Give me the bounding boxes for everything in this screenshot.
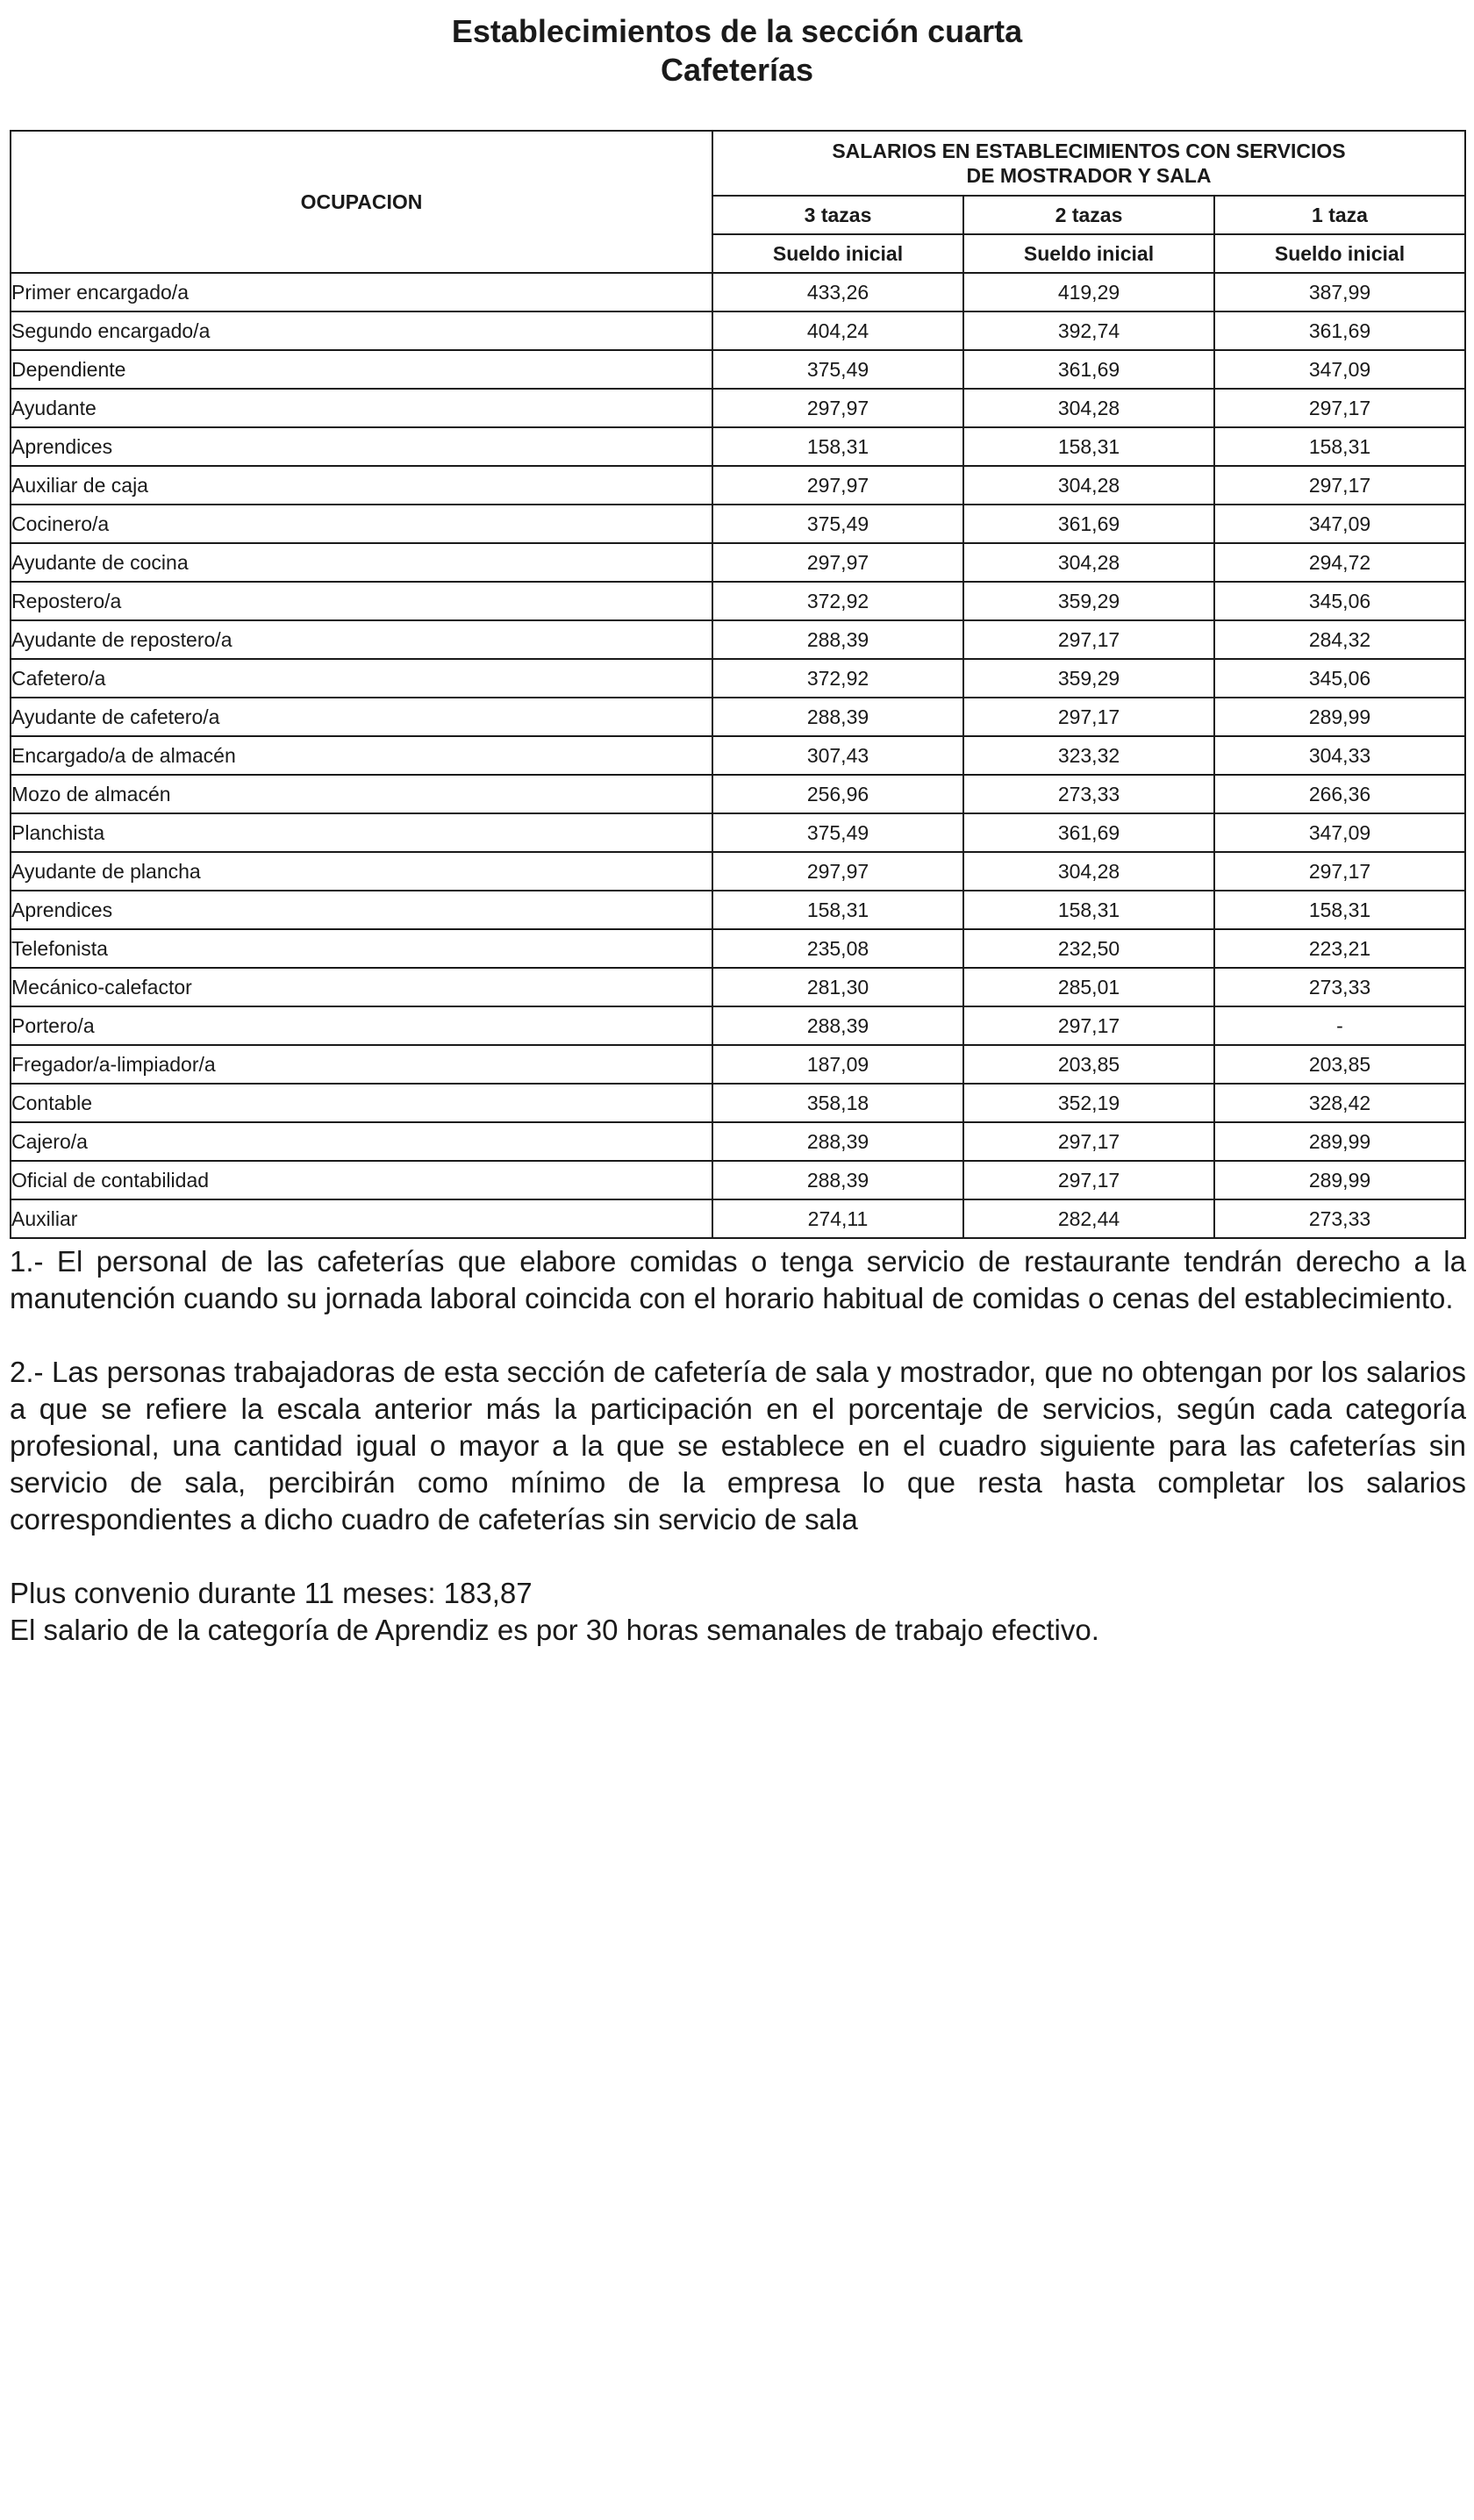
salary-cell: 304,28 <box>963 389 1214 427</box>
salary-cell: - <box>1214 1006 1465 1045</box>
salary-cell: 284,32 <box>1214 620 1465 659</box>
table-row <box>11 582 1465 620</box>
salary-cell: 288,39 <box>712 620 963 659</box>
salary-cell: 281,30 <box>712 968 963 1006</box>
salary-cell: 347,09 <box>1214 350 1465 389</box>
salary-cell: 352,19 <box>963 1084 1214 1122</box>
note-plus-convenio: Plus convenio durante 11 meses: 183,87 <box>10 1577 533 1609</box>
occupation-cell: Mozo de almacén <box>11 775 712 813</box>
occupation-cell: Cafetero/a <box>11 659 712 698</box>
occupation-cell: Oficial de contabilidad <box>11 1161 712 1199</box>
occupation-cell: Aprendices <box>11 427 712 466</box>
table-row <box>11 273 1465 311</box>
salary-cell: 288,39 <box>712 1122 963 1161</box>
salary-cell: 158,31 <box>963 891 1214 929</box>
salary-table-body <box>11 273 1465 1238</box>
salary-cell: 285,01 <box>963 968 1214 1006</box>
salary-cell: 274,11 <box>712 1199 963 1238</box>
occupation-cell: Ayudante de plancha <box>11 852 712 891</box>
salary-cell: 266,36 <box>1214 775 1465 813</box>
table-row <box>11 1084 1465 1122</box>
salary-cell: 419,29 <box>963 273 1214 311</box>
salary-cell: 297,17 <box>963 698 1214 736</box>
occupation-cell: Auxiliar <box>11 1199 712 1238</box>
occupation-cell: Ayudante de repostero/a <box>11 620 712 659</box>
occupation-cell: Ayudante de cocina <box>11 543 712 582</box>
salary-cell: 282,44 <box>963 1199 1214 1238</box>
salary-cell: 347,09 <box>1214 505 1465 543</box>
salary-cell: 158,31 <box>1214 891 1465 929</box>
salary-cell: 289,99 <box>1214 1161 1465 1199</box>
subheader-sueldo-inicial: Sueldo inicial <box>1214 234 1465 273</box>
salary-cell: 359,29 <box>963 582 1214 620</box>
table-row <box>11 736 1465 775</box>
occupation-cell: Primer encargado/a <box>11 273 712 311</box>
occupation-cell: Repostero/a <box>11 582 712 620</box>
salary-cell: 372,92 <box>712 659 963 698</box>
occupation-cell: Contable <box>11 1084 712 1122</box>
salary-cell: 375,49 <box>712 350 963 389</box>
occupation-cell: Cajero/a <box>11 1122 712 1161</box>
salary-cell: 297,17 <box>1214 852 1465 891</box>
salary-cell: 297,17 <box>963 1006 1214 1045</box>
table-row <box>11 1161 1465 1199</box>
group-header-line1: SALARIOS EN ESTABLECIMIENTOS CON SERVICIOS <box>832 140 1346 162</box>
salary-cell: 375,49 <box>712 505 963 543</box>
salary-cell: 289,99 <box>1214 698 1465 736</box>
occupation-cell: Encargado/a de almacén <box>11 736 712 775</box>
table-row <box>11 1122 1465 1161</box>
occupation-cell: Ayudante <box>11 389 712 427</box>
salary-cell: 297,97 <box>712 389 963 427</box>
salary-cell: 294,72 <box>1214 543 1465 582</box>
note-cafeterias-sin-sala: 2.- Las personas trabajadoras de esta sección de cafetería de sala y mostrador, que no obtengan por los salarios a que se refiere la escala anterior más la participación en el porcentaje de servicios, según cada categoría profesional, una cantidad igual o mayor a la que se establece en el cuadro siguiente para las cafeterías sin servicio de sala, percibirán como mínimo de la empresa lo que resta hasta completar los salarios correspondientes a dicho cuadro de cafeterías sin servicio de sala <box>10 1356 1466 1536</box>
salary-cell: 203,85 <box>963 1045 1214 1084</box>
category-header-3-tazas: 3 tazas <box>712 196 963 234</box>
salary-cell: 358,18 <box>712 1084 963 1122</box>
occupation-cell: Mecánico-calefactor <box>11 968 712 1006</box>
salary-cell: 158,31 <box>1214 427 1465 466</box>
salary-cell: 297,97 <box>712 543 963 582</box>
salary-cell: 375,49 <box>712 813 963 852</box>
occupation-cell: Segundo encargado/a <box>11 311 712 350</box>
page-title: Establecimientos de la sección cuarta <box>451 13 1023 49</box>
note-aprendiz: El salario de la categoría de Aprendiz es por 30 horas semanales de trabajo efectivo. <box>10 1614 1099 1646</box>
occupation-cell: Auxiliar de caja <box>11 466 712 505</box>
table-row <box>11 350 1465 389</box>
salary-cell: 223,21 <box>1214 929 1465 968</box>
table-row <box>11 659 1465 698</box>
table-row <box>11 620 1465 659</box>
salary-cell: 297,97 <box>712 852 963 891</box>
salary-cell: 361,69 <box>963 813 1214 852</box>
category-header-1-taza: 1 taza <box>1214 196 1465 234</box>
table-row <box>11 466 1465 505</box>
table-row <box>11 389 1465 427</box>
salary-cell: 273,33 <box>1214 968 1465 1006</box>
salary-cell: 158,31 <box>712 427 963 466</box>
occupation-cell: Telefonista <box>11 929 712 968</box>
occupation-cell: Fregador/a-limpiador/a <box>11 1045 712 1084</box>
salary-cell: 288,39 <box>712 1161 963 1199</box>
table-row <box>11 1199 1465 1238</box>
table-row <box>11 929 1465 968</box>
salary-cell: 304,28 <box>963 543 1214 582</box>
salary-cell: 158,31 <box>712 891 963 929</box>
salary-cell: 359,29 <box>963 659 1214 698</box>
table-row <box>11 543 1465 582</box>
category-header-2-tazas: 2 tazas <box>963 196 1214 234</box>
salary-cell: 297,97 <box>712 466 963 505</box>
occupation-cell: Dependiente <box>11 350 712 389</box>
table-row <box>11 505 1465 543</box>
notes-section <box>10 1243 1466 1649</box>
occupation-cell: Cocinero/a <box>11 505 712 543</box>
table-row <box>11 427 1465 466</box>
salary-cell: 273,33 <box>1214 1199 1465 1238</box>
salary-cell: 288,39 <box>712 698 963 736</box>
salary-cell: 392,74 <box>963 311 1214 350</box>
table-row <box>11 891 1465 929</box>
salary-cell: 297,17 <box>1214 466 1465 505</box>
salary-cell: 289,99 <box>1214 1122 1465 1161</box>
table-row <box>11 1006 1465 1045</box>
salary-cell: 288,39 <box>712 1006 963 1045</box>
table-row <box>11 775 1465 813</box>
salary-cell: 304,28 <box>963 852 1214 891</box>
note-manutencion: 1.- El personal de las cafeterías que elabore comidas o tenga servicio de restaurante tendrán derecho a la manutención cuando su jornada laboral coincida con el horario habitual de comidas o cenas del establecimiento. <box>10 1245 1466 1314</box>
table-row <box>11 968 1465 1006</box>
occupation-cell: Planchista <box>11 813 712 852</box>
salary-cell: 297,17 <box>963 1122 1214 1161</box>
table-row <box>11 698 1465 736</box>
salary-cell: 273,33 <box>963 775 1214 813</box>
salary-cell: 361,69 <box>963 350 1214 389</box>
salary-cell: 203,85 <box>1214 1045 1465 1084</box>
salary-cell: 347,09 <box>1214 813 1465 852</box>
salary-table <box>10 130 1466 1239</box>
salary-cell: 433,26 <box>712 273 963 311</box>
title-block <box>0 12 1474 89</box>
salary-cell: 361,69 <box>963 505 1214 543</box>
salary-cell: 297,17 <box>1214 389 1465 427</box>
salary-cell: 361,69 <box>1214 311 1465 350</box>
salary-cell: 404,24 <box>712 311 963 350</box>
group-header <box>712 131 1465 196</box>
salary-cell: 297,17 <box>963 620 1214 659</box>
salary-cell: 323,32 <box>963 736 1214 775</box>
salary-cell: 304,28 <box>963 466 1214 505</box>
salary-cell: 187,09 <box>712 1045 963 1084</box>
occupation-cell: Ayudante de cafetero/a <box>11 698 712 736</box>
salary-cell: 387,99 <box>1214 273 1465 311</box>
table-row <box>11 1045 1465 1084</box>
salary-cell: 345,06 <box>1214 582 1465 620</box>
salary-cell: 307,43 <box>712 736 963 775</box>
occupation-cell: Aprendices <box>11 891 712 929</box>
subheader-sueldo-inicial: Sueldo inicial <box>963 234 1214 273</box>
subheader-sueldo-inicial: Sueldo inicial <box>712 234 963 273</box>
salary-cell: 297,17 <box>963 1161 1214 1199</box>
occupation-cell: Portero/a <box>11 1006 712 1045</box>
salary-cell: 345,06 <box>1214 659 1465 698</box>
salary-cell: 372,92 <box>712 582 963 620</box>
salary-cell: 232,50 <box>963 929 1214 968</box>
group-header-line2: DE MOSTRADOR Y SALA <box>966 164 1212 187</box>
salary-cell: 328,42 <box>1214 1084 1465 1122</box>
table-row <box>11 813 1465 852</box>
salary-cell: 304,33 <box>1214 736 1465 775</box>
salary-cell: 256,96 <box>712 775 963 813</box>
table-row <box>11 852 1465 891</box>
page-subtitle: Cafeterías <box>660 52 814 88</box>
occupation-header: OCUPACION <box>11 131 712 273</box>
table-row <box>11 311 1465 350</box>
salary-cell: 158,31 <box>963 427 1214 466</box>
salary-cell: 235,08 <box>712 929 963 968</box>
